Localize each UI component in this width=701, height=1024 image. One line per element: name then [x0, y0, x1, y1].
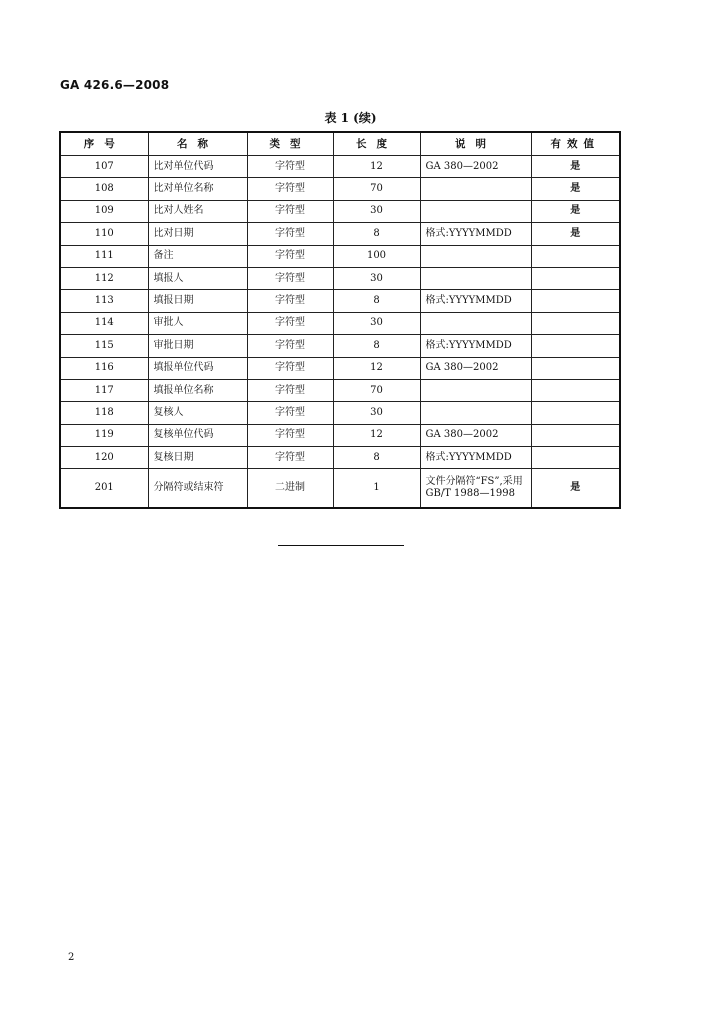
cell-name: 分隔符或结束符 [148, 469, 247, 509]
cell-valid-value [531, 447, 620, 469]
table-row [60, 290, 620, 312]
table-row [60, 402, 620, 424]
cell-length: 30 [333, 402, 420, 424]
cell-type: 字符型 [247, 245, 333, 267]
cell-name: 复核单位代码 [148, 424, 247, 446]
column-header-no: 序号 [60, 132, 148, 156]
cell-no: 109 [60, 200, 148, 222]
cell-valid-value: 是 [531, 469, 620, 509]
table-row [60, 424, 620, 446]
cell-length: 12 [333, 424, 420, 446]
cell-type: 二进制 [247, 469, 333, 509]
cell-name: 复核日期 [148, 447, 247, 469]
cell-description: 文件分隔符“FS”,采用 GB/T 1988—1998 [420, 469, 531, 509]
cell-type: 字符型 [247, 178, 333, 200]
cell-name: 填报人 [148, 267, 247, 289]
cell-length: 70 [333, 178, 420, 200]
column-header-length: 长度 [333, 132, 420, 156]
cell-type: 字符型 [247, 402, 333, 424]
cell-valid-value [531, 424, 620, 446]
cell-no: 119 [60, 424, 148, 446]
cell-length: 30 [333, 312, 420, 334]
cell-description: GA 380—2002 [420, 357, 531, 379]
cell-length: 30 [333, 267, 420, 289]
cell-type: 字符型 [247, 290, 333, 312]
cell-valid-value [531, 290, 620, 312]
cell-type: 字符型 [247, 200, 333, 222]
cell-description [420, 200, 531, 222]
cell-length: 8 [333, 290, 420, 312]
cell-type: 字符型 [247, 312, 333, 334]
cell-no: 112 [60, 267, 148, 289]
table-caption: 表 1 (续) [324, 111, 377, 125]
cell-valid-value [531, 267, 620, 289]
table-row [60, 469, 620, 509]
cell-length: 1 [333, 469, 420, 509]
cell-description [420, 178, 531, 200]
page-number: 2 [68, 952, 75, 963]
cell-name: 填报单位名称 [148, 379, 247, 401]
cell-type: 字符型 [247, 223, 333, 245]
cell-type: 字符型 [247, 357, 333, 379]
cell-valid-value [531, 357, 620, 379]
cell-length: 30 [333, 200, 420, 222]
cell-valid-value: 是 [531, 178, 620, 200]
cell-no: 110 [60, 223, 148, 245]
cell-name: 填报日期 [148, 290, 247, 312]
document-id: GA 426.6—2008 [60, 78, 170, 92]
cell-valid-value: 是 [531, 223, 620, 245]
field-definition-table [59, 131, 621, 509]
cell-valid-value: 是 [531, 200, 620, 222]
cell-type: 字符型 [247, 379, 333, 401]
cell-description [420, 402, 531, 424]
cell-length: 8 [333, 223, 420, 245]
cell-description: GA 380—2002 [420, 156, 531, 178]
cell-length: 100 [333, 245, 420, 267]
cell-no: 118 [60, 402, 148, 424]
cell-type: 字符型 [247, 335, 333, 357]
cell-no: 117 [60, 379, 148, 401]
cell-name: 备注 [148, 245, 247, 267]
table-row [60, 335, 620, 357]
cell-description: 格式:YYYYMMDD [420, 335, 531, 357]
cell-no: 116 [60, 357, 148, 379]
cell-valid-value [531, 379, 620, 401]
cell-length: 70 [333, 379, 420, 401]
cell-no: 113 [60, 290, 148, 312]
cell-length: 12 [333, 156, 420, 178]
cell-valid-value [531, 245, 620, 267]
cell-valid-value [531, 312, 620, 334]
table-row [60, 200, 620, 222]
cell-name: 比对单位名称 [148, 178, 247, 200]
cell-type: 字符型 [247, 156, 333, 178]
cell-name: 比对人姓名 [148, 200, 247, 222]
cell-no: 201 [60, 469, 148, 509]
table-header-row [60, 132, 620, 156]
cell-name: 填报单位代码 [148, 357, 247, 379]
cell-no: 120 [60, 447, 148, 469]
cell-valid-value: 是 [531, 156, 620, 178]
cell-type: 字符型 [247, 447, 333, 469]
table-body [60, 156, 620, 509]
table-row [60, 379, 620, 401]
table-row [60, 312, 620, 334]
cell-valid-value [531, 335, 620, 357]
cell-valid-value [531, 402, 620, 424]
table-row [60, 447, 620, 469]
cell-description: 格式:YYYYMMDD [420, 447, 531, 469]
cell-length: 8 [333, 335, 420, 357]
cell-name: 比对单位代码 [148, 156, 247, 178]
cell-description: 格式:YYYYMMDD [420, 223, 531, 245]
cell-type: 字符型 [247, 267, 333, 289]
table-row [60, 223, 620, 245]
cell-no: 115 [60, 335, 148, 357]
cell-type: 字符型 [247, 424, 333, 446]
table-row [60, 178, 620, 200]
column-header-name: 名称 [148, 132, 247, 156]
cell-name: 比对日期 [148, 223, 247, 245]
cell-description: 格式:YYYYMMDD [420, 290, 531, 312]
cell-no: 114 [60, 312, 148, 334]
cell-description [420, 312, 531, 334]
cell-description [420, 379, 531, 401]
cell-description [420, 267, 531, 289]
column-header-valid-value: 有效值 [531, 132, 620, 156]
cell-name: 审批人 [148, 312, 247, 334]
cell-description: GA 380—2002 [420, 424, 531, 446]
cell-length: 8 [333, 447, 420, 469]
table-row [60, 156, 620, 178]
cell-name: 审批日期 [148, 335, 247, 357]
table-row [60, 357, 620, 379]
cell-name: 复核人 [148, 402, 247, 424]
column-header-type: 类型 [247, 132, 333, 156]
cell-no: 107 [60, 156, 148, 178]
cell-length: 12 [333, 357, 420, 379]
end-rule [278, 545, 404, 546]
cell-description [420, 245, 531, 267]
table-row [60, 267, 620, 289]
table-row [60, 245, 620, 267]
column-header-description: 说明 [420, 132, 531, 156]
cell-no: 111 [60, 245, 148, 267]
cell-no: 108 [60, 178, 148, 200]
